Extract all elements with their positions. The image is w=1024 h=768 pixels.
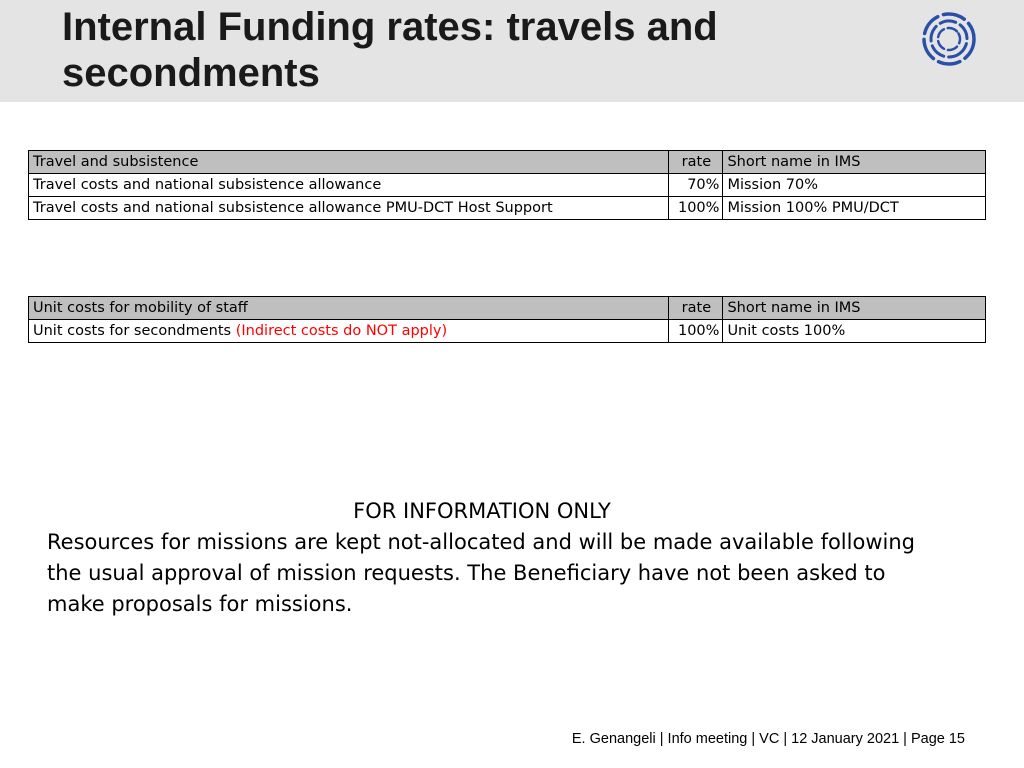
row-label: Travel costs and national subsistence allowance PMU-DCT Host Support (29, 197, 669, 220)
travel-subsistence-table (28, 150, 986, 220)
table-row (29, 320, 986, 343)
header-cell-category: Unit costs for mobility of staff (29, 297, 669, 320)
header-cell-short-name: Short name in IMS (723, 151, 986, 174)
row-rate: 100% (669, 197, 723, 220)
row-short-name: Mission 70% (723, 174, 986, 197)
table-header-row (29, 151, 986, 174)
table-row (29, 174, 986, 197)
header-cell-rate: rate (669, 151, 723, 174)
information-note (47, 496, 917, 620)
information-note-body: Resources for missions are kept not-allocated and will be made available following the usual approval of mission requests. The Beneficiary have not been asked to make proposals for missions. (47, 530, 915, 616)
indirect-costs-note: (Indirect costs do NOT apply) (235, 323, 448, 339)
row-short-name: Mission 100% PMU/DCT (723, 197, 986, 220)
table-header-row (29, 297, 986, 320)
table-row (29, 197, 986, 220)
row-label: Travel costs and national subsistence allowance (29, 174, 669, 197)
slide-header (0, 0, 1024, 102)
slide-footer: E. Genangeli | Info meeting | VC | 12 January 2021 | Page 15 (571, 731, 965, 747)
header-cell-category: Travel and subsistence (29, 151, 669, 174)
row-short-name: Unit costs 100% (723, 320, 986, 343)
information-note-title: FOR INFORMATION ONLY (353, 499, 611, 523)
ring-logo-icon (920, 10, 978, 68)
row-rate: 70% (669, 174, 723, 197)
row-rate: 100% (669, 320, 723, 343)
mobility-unit-costs-table (28, 296, 986, 343)
row-label-cell (29, 320, 669, 343)
slide-title: Internal Funding rates: travels and secondments (62, 5, 718, 95)
header-cell-short-name: Short name in IMS (723, 297, 986, 320)
header-cell-rate: rate (669, 297, 723, 320)
row-label: Unit costs for secondments (33, 323, 236, 339)
